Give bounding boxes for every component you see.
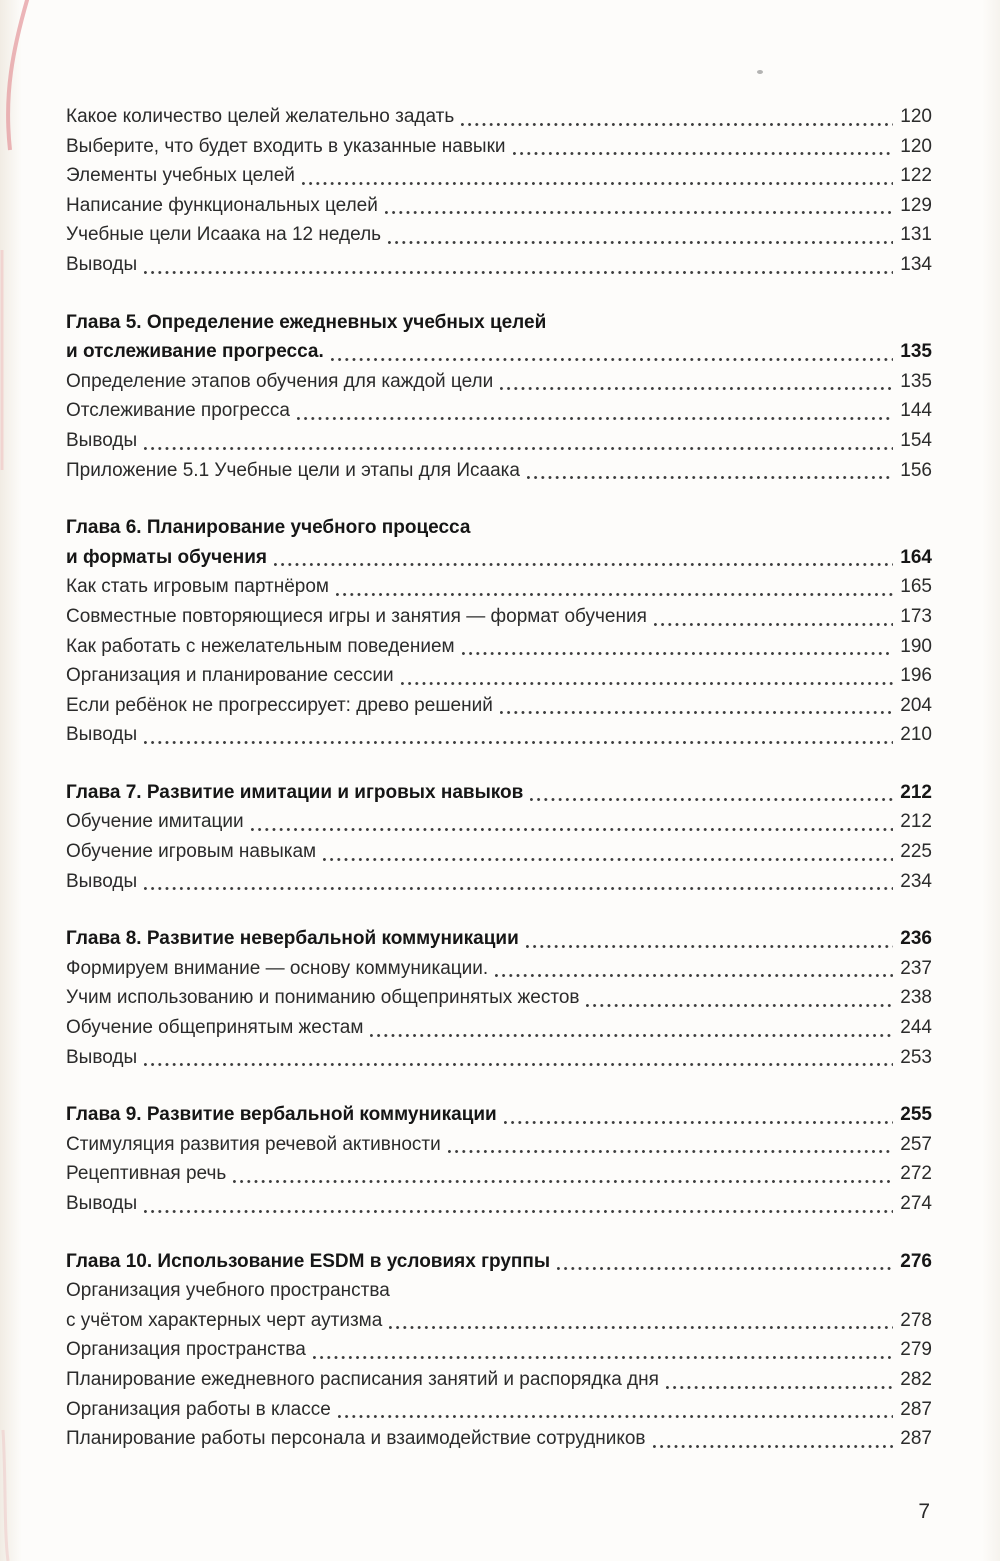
toc-entry-label: Организация пространства (66, 1339, 306, 1361)
toc-entry-page-number: 204 (900, 694, 932, 716)
toc-line (66, 778, 932, 808)
dot-leader (383, 220, 898, 250)
toc-line (66, 1189, 932, 1219)
toc-entry-page-number: 212 (900, 811, 932, 833)
toc-entry-label: Глава 8. Развитие невербальной коммуникации (66, 928, 519, 950)
toc-entry-page-number: 122 (900, 165, 932, 187)
toc-entry-page-number: 134 (900, 253, 932, 275)
toc-entry-page-number: 165 (900, 576, 932, 598)
scan-speck (757, 70, 763, 74)
toc-line (66, 1395, 932, 1425)
toc-line (66, 1159, 932, 1189)
toc-line (66, 924, 932, 954)
toc-entry-label: Учим использованию и пониманию общепринятых жестов (66, 987, 580, 1009)
dot-leader (457, 632, 899, 662)
dot-leader (499, 1100, 899, 1130)
toc-entry (66, 426, 932, 456)
toc-entry-label: Если ребёнок не прогрессирует: древо решений (66, 694, 493, 716)
toc-line (66, 456, 932, 486)
toc-entry-label: Учебные цели Исаака на 12 недель (66, 224, 382, 246)
toc-chapter-heading (66, 308, 932, 367)
toc-entry-label: Глава 9. Развитие вербальной коммуникации (66, 1104, 497, 1126)
toc-entry-label: Элементы учебных целей (66, 165, 295, 187)
toc-entry (66, 691, 932, 721)
dot-leader (139, 720, 898, 750)
toc-entry (66, 807, 932, 837)
toc-line (66, 837, 932, 867)
toc-entry-page-number: 257 (900, 1133, 932, 1155)
toc-line (66, 1335, 932, 1365)
toc-entry-page-number: 238 (900, 987, 932, 1009)
toc-entry-label: Совместные повторяющиеся игры и занятия — формат обучения (66, 605, 647, 627)
toc-entry (66, 632, 932, 662)
dot-leader (384, 1306, 898, 1336)
toc-entry-label: Как работать с нежелательным поведением (66, 635, 455, 657)
toc-entry (66, 1159, 932, 1189)
toc-entry-label: Выберите, что будет входить в указанные навыки (66, 135, 506, 157)
toc-entry-label: Какое количество целей желательно задать (66, 106, 455, 127)
toc-entry-page-number: 210 (900, 724, 932, 746)
toc-entry-page-number: 196 (900, 665, 932, 687)
toc-line (66, 954, 932, 984)
dot-leader (228, 1159, 898, 1189)
toc-entry-page-number: 135 (900, 370, 932, 392)
dot-leader (521, 924, 899, 954)
toc-line: Организация учебного пространства (66, 1280, 390, 1302)
toc-entry-page-number: 135 (900, 341, 932, 363)
toc-entry-page-number: 120 (900, 106, 932, 127)
toc-line (66, 661, 932, 691)
toc-line (66, 161, 932, 191)
toc-entry (66, 867, 932, 897)
toc-chapter-heading (66, 1100, 932, 1130)
dot-leader (495, 691, 898, 721)
dot-leader (139, 867, 898, 897)
toc-chapter-heading (66, 778, 932, 808)
toc-entry (66, 456, 932, 486)
toc-entry (66, 720, 932, 750)
toc-line (66, 250, 932, 280)
toc-entry-label: с учётом характерных черт аутизма (66, 1309, 383, 1331)
toc-line (66, 220, 932, 250)
toc-entry-label: Выводы (66, 724, 138, 746)
toc-entry (66, 983, 932, 1013)
toc-entry-page-number: 131 (900, 224, 932, 246)
dot-leader (380, 191, 898, 221)
toc-line (66, 1424, 932, 1454)
toc-entry-page-number: 190 (900, 635, 932, 657)
toc-entry (66, 161, 932, 191)
toc-entry (66, 572, 932, 602)
toc-entry-page-number: 278 (900, 1309, 932, 1331)
dot-leader (308, 1335, 899, 1365)
toc-entry-label: Обучение имитации (66, 811, 244, 833)
toc-entry-label: Обучение игровым навыкам (66, 841, 317, 863)
scan-corner-curve (8, 0, 30, 150)
toc-entry-label: Как стать игровым партнёром (66, 576, 329, 598)
toc-line: Глава 5. Определение ежедневных учебных целей (66, 311, 547, 333)
toc-entry-page-number: 282 (900, 1368, 932, 1390)
toc-entry-label: Приложение 5.1 Учебные цели и этапы для Исаака (66, 459, 520, 481)
toc-entry (66, 1395, 932, 1425)
toc-line (66, 1247, 932, 1277)
toc-entry-label: Организация и планирование сессии (66, 665, 394, 687)
dot-leader (139, 426, 898, 456)
toc-entry-page-number: 272 (900, 1163, 932, 1185)
dot-leader (246, 807, 899, 837)
dot-leader (508, 132, 899, 162)
dot-leader (443, 1130, 899, 1160)
toc-line (66, 602, 932, 632)
toc-entry-page-number: 120 (900, 135, 932, 157)
toc-line (66, 720, 932, 750)
toc-line (66, 807, 932, 837)
dot-leader (661, 1365, 898, 1395)
dot-leader (456, 102, 898, 132)
toc-entry (66, 1276, 932, 1335)
toc-line (66, 191, 932, 221)
toc-entry (66, 602, 932, 632)
toc-line (66, 691, 932, 721)
toc-entry (66, 1130, 932, 1160)
toc-entry-label: Рецептивная речь (66, 1163, 227, 1185)
toc-entry-label: Глава 10. Использование ESDM в условиях группы (66, 1250, 551, 1272)
toc-entry-page-number: 255 (900, 1104, 932, 1126)
toc-entry-label: Выводы (66, 429, 138, 451)
dot-leader (522, 456, 898, 486)
toc-line (66, 1130, 932, 1160)
toc-entry-page-number: 279 (900, 1339, 932, 1361)
page-number: 7 (918, 1500, 930, 1523)
dot-leader (292, 396, 898, 426)
toc-entry-label: Выводы (66, 1046, 138, 1068)
toc-chapter-heading (66, 513, 932, 572)
dot-leader (648, 1424, 899, 1454)
toc-entry-page-number: 253 (900, 1046, 932, 1068)
dot-leader (269, 543, 898, 573)
toc-line (66, 572, 932, 602)
toc-entry-page-number: 287 (900, 1428, 932, 1450)
toc-entry-page-number: 156 (900, 459, 932, 481)
toc-line (66, 1306, 932, 1336)
toc-chapter-heading (66, 1247, 932, 1277)
toc-entry-page-number: 225 (900, 841, 932, 863)
dot-leader (396, 661, 899, 691)
toc-entry (66, 367, 932, 397)
dot-leader (331, 572, 898, 602)
toc-entry-page-number: 173 (900, 605, 932, 627)
dot-leader (495, 367, 898, 397)
toc-entry-label: Написание функциональных целей (66, 194, 378, 216)
toc-entry-label: Выводы (66, 870, 138, 892)
dot-leader (552, 1247, 898, 1277)
dot-leader (649, 602, 898, 632)
toc-line (66, 983, 932, 1013)
toc-entry-label: Планирование работы персонала и взаимодействие сотрудников (66, 1428, 646, 1450)
toc-entry-label: Определение этапов обучения для каждой цели (66, 370, 494, 392)
toc-line (66, 543, 932, 573)
dot-leader (139, 1043, 898, 1073)
toc-list (66, 102, 932, 1454)
toc-entry-label: Глава 7. Развитие имитации и игровых навыков (66, 781, 524, 803)
dot-leader (365, 1013, 898, 1043)
dot-leader (326, 337, 899, 367)
toc-line (66, 1365, 932, 1395)
toc-entry-label: Организация работы в классе (66, 1398, 331, 1420)
toc-line (66, 867, 932, 897)
toc-entry-page-number: 129 (900, 194, 932, 216)
toc-entry-label: и отслеживание прогресса. (66, 341, 324, 363)
dot-leader (297, 161, 898, 191)
toc-chapter-heading (66, 924, 932, 954)
dot-leader (333, 1395, 899, 1425)
dot-leader (139, 1189, 898, 1219)
toc-entry-label: Формируем внимание — основу коммуникации. (66, 957, 489, 979)
dot-leader (490, 954, 898, 984)
toc-line (66, 102, 932, 132)
toc-entry (66, 1424, 932, 1454)
toc-entry (66, 396, 932, 426)
toc-entry-page-number: 244 (900, 1017, 932, 1039)
toc-entry (66, 954, 932, 984)
toc-entry-label: Выводы (66, 1193, 138, 1214)
toc-entry-label: Отслеживание прогресса (66, 400, 290, 422)
toc-entry (66, 102, 932, 132)
toc-entry-page-number: 144 (900, 400, 932, 422)
toc-line (66, 1013, 932, 1043)
toc-entry (66, 132, 932, 162)
dot-leader (525, 778, 898, 808)
toc-entry-label: и форматы обучения (66, 546, 267, 568)
toc-line (66, 367, 932, 397)
toc-entry-label: Стимуляция развития речевой активности (66, 1133, 441, 1155)
toc-line (66, 426, 932, 456)
toc-line (66, 632, 932, 662)
toc-line (66, 1043, 932, 1073)
toc-entry (66, 250, 932, 280)
toc-line (66, 396, 932, 426)
toc-entry (66, 220, 932, 250)
toc-entry (66, 1365, 932, 1395)
toc-entry (66, 661, 932, 691)
toc-entry (66, 1043, 932, 1073)
toc-entry (66, 1189, 932, 1219)
dot-leader (581, 983, 898, 1013)
toc-entry-label: Планирование ежедневного расписания занятий и распорядка дня (66, 1368, 659, 1390)
toc-line (66, 337, 932, 367)
toc-entry-label: Выводы (66, 253, 138, 275)
toc-entry-label: Обучение общепринятым жестам (66, 1017, 364, 1039)
toc-entry-page-number: 234 (900, 870, 932, 892)
toc-entry (66, 1013, 932, 1043)
toc-entry-page-number: 212 (900, 781, 932, 803)
toc-entry-page-number: 287 (900, 1398, 932, 1420)
toc-entry (66, 1335, 932, 1365)
toc-entry-page-number: 154 (900, 429, 932, 451)
scan-bottom-left-streak (3, 1430, 8, 1561)
toc-entry-page-number: 236 (900, 928, 932, 950)
toc-entry-page-number: 237 (900, 957, 932, 979)
toc-entry (66, 191, 932, 221)
toc-entry-page-number: 274 (900, 1193, 932, 1214)
toc-entry-page-number: 276 (900, 1250, 932, 1272)
dot-leader (139, 250, 898, 280)
dot-leader (318, 837, 898, 867)
toc-entry (66, 837, 932, 867)
toc-line (66, 132, 932, 162)
toc-line (66, 1100, 932, 1130)
toc-entry-page-number: 164 (900, 546, 932, 568)
toc-line: Глава 6. Планирование учебного процесса (66, 517, 471, 539)
